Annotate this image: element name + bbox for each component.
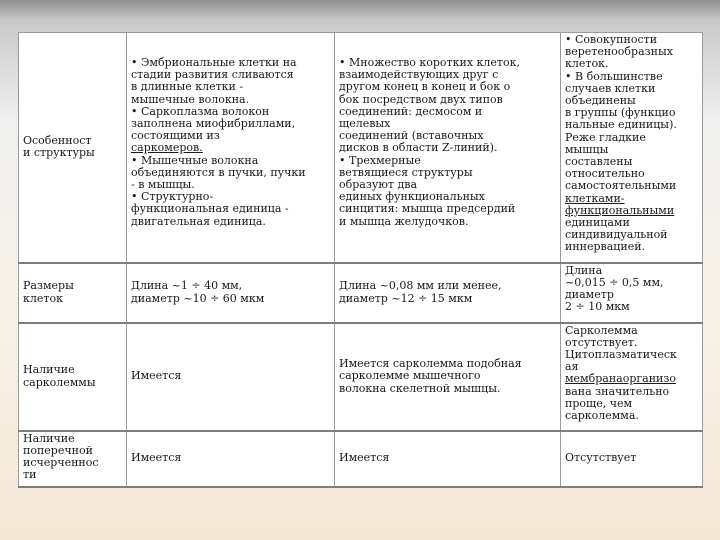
cell-skeletal-sarcolemma <box>127 323 335 431</box>
cell-line: Имеется сарколемма подобная <box>339 357 522 371</box>
cell-line: случаев клетки <box>565 81 656 95</box>
cell-line: - в мышцы. <box>131 178 195 192</box>
cell-line: Имеется <box>131 451 182 465</box>
cell-smooth-size <box>561 263 703 323</box>
table-row <box>19 263 703 323</box>
cell-line: Длина ~0,08 мм или менее, <box>339 279 502 293</box>
cell-line: самостоятельными <box>565 179 677 193</box>
cell-line: щелевых <box>339 117 391 131</box>
table-row <box>19 431 703 487</box>
cell-cardiac-striation <box>335 431 561 487</box>
cell-line: объединены <box>565 94 636 108</box>
cell-line: сарколемме мышечного <box>339 369 481 383</box>
table-row <box>19 33 703 263</box>
cell-line: синдивидуальной <box>565 228 668 242</box>
row-header-size <box>19 263 127 323</box>
cell-line: саркомеров. <box>131 141 203 155</box>
header-line: Наличие <box>23 363 75 377</box>
cell-line: диаметр <box>565 287 614 301</box>
header-line: и структуры <box>23 146 95 160</box>
cell-line: взаимодействующих друг с <box>339 68 499 82</box>
cell-line: в длинные клетки - <box>131 80 244 94</box>
row-header-sarcolemma <box>19 323 127 431</box>
header-line: ти <box>23 468 37 482</box>
header-line: сарколеммы <box>23 375 96 389</box>
header-line: клеток <box>23 291 63 305</box>
cell-smooth-sarcolemma <box>561 323 703 431</box>
row-header-structure <box>19 33 127 263</box>
cell-cardiac-size <box>335 263 561 323</box>
header-line: поперечной <box>23 443 93 457</box>
cell-skeletal-size <box>127 263 335 323</box>
cell-line: 2 ÷ 10 мкм <box>565 300 630 314</box>
cell-line: веретенообразных <box>565 45 673 59</box>
cell-cardiac-sarcolemma <box>335 323 561 431</box>
cell-line: клетками- <box>565 191 625 205</box>
cell-smooth-structure <box>561 33 703 263</box>
comparison-table <box>18 32 703 488</box>
cell-line: единицами <box>565 216 630 230</box>
cell-line: проще, чем <box>565 396 633 410</box>
cell-line: заполнена миофибриллами, <box>131 117 296 131</box>
cell-line: двигательная единица. <box>131 214 266 228</box>
cell-line: образуют два <box>339 178 417 192</box>
cell-line: состоящими из <box>131 129 220 143</box>
cell-line: Имеется <box>339 451 390 465</box>
cell-line: другом конец в конец и бок о <box>339 80 511 94</box>
cell-line: • Множество коротких клеток, <box>339 56 520 69</box>
cell-skeletal-structure <box>127 33 335 263</box>
cell-line: стадии развития сливаются <box>131 68 294 82</box>
cell-line: единых функциональных <box>339 190 485 204</box>
cell-line: функциональная единица - <box>131 202 289 216</box>
cell-line: • Эмбриональные клетки на <box>131 56 297 69</box>
cell-line: вана значительно <box>565 384 670 398</box>
header-line: Наличие <box>23 431 75 445</box>
header-line: Особенност <box>23 134 92 148</box>
cell-line: клеток. <box>565 57 609 71</box>
cell-line: Отсутствует <box>565 451 637 465</box>
cell-line: мышечные волокна. <box>131 92 250 106</box>
cell-line: Реже гладкие <box>565 130 646 144</box>
cell-line: диаметр ~12 ÷ 15 мкм <box>339 291 473 305</box>
cell-line: в группы (функцио <box>565 106 676 120</box>
cell-line: иннервацией. <box>565 240 646 254</box>
cell-cardiac-structure <box>335 33 561 263</box>
cell-line: мышцы <box>565 142 609 156</box>
cell-line: дисков в области Z-линий). <box>339 141 498 155</box>
cell-line: и мышца желудочков. <box>339 214 469 228</box>
cell-line: диаметр ~10 ÷ 60 мкм <box>131 291 265 305</box>
header-line: исчерченнос <box>23 455 99 469</box>
header-line: Размеры <box>23 279 74 293</box>
cell-line: соединений (вставочных <box>339 129 484 143</box>
cell-line: ая <box>565 360 579 374</box>
cell-line: • Мышечные волокна <box>131 153 259 167</box>
cell-line: относительно <box>565 167 645 181</box>
cell-line: синцития: мышца предсердий <box>339 202 516 216</box>
cell-line: • Трехмерные <box>339 153 421 167</box>
cell-line: Длина <box>565 263 603 277</box>
cell-line: ~0,015 ÷ 0,5 мм, <box>565 275 664 289</box>
cell-line: мембранаорганизо <box>565 372 677 386</box>
cell-line: ветвящиеся структуры <box>339 165 473 179</box>
cell-line: отсутствует. <box>565 335 638 349</box>
cell-line: • В большинстве <box>565 69 663 83</box>
cell-line: нальные единицы). <box>565 118 677 132</box>
cell-smooth-striation <box>561 431 703 487</box>
cell-line: • Структурно- <box>131 190 214 204</box>
cell-line: сарколемма. <box>565 408 639 422</box>
cell-line: • Саркоплазма волокон <box>131 104 270 118</box>
cell-line: Сарколемма <box>565 323 638 337</box>
cell-line: волокна скелетной мышцы. <box>339 381 501 395</box>
cell-line: бок посредством двух типов <box>339 92 503 106</box>
cell-line: функциональными <box>565 203 675 217</box>
cell-line: Длина ~1 ÷ 40 мм, <box>131 279 243 293</box>
cell-line: составлены <box>565 155 633 169</box>
cell-line: объединяются в пучки, пучки <box>131 165 306 179</box>
cell-line: Имеется <box>131 369 182 383</box>
cell-line: соединений: десмосом и <box>339 104 483 118</box>
table-row <box>19 323 703 431</box>
cell-line: Цитоплазматическ <box>565 347 677 361</box>
row-header-striation <box>19 431 127 487</box>
cell-line: • Совокупности <box>565 33 658 46</box>
cell-skeletal-striation <box>127 431 335 487</box>
